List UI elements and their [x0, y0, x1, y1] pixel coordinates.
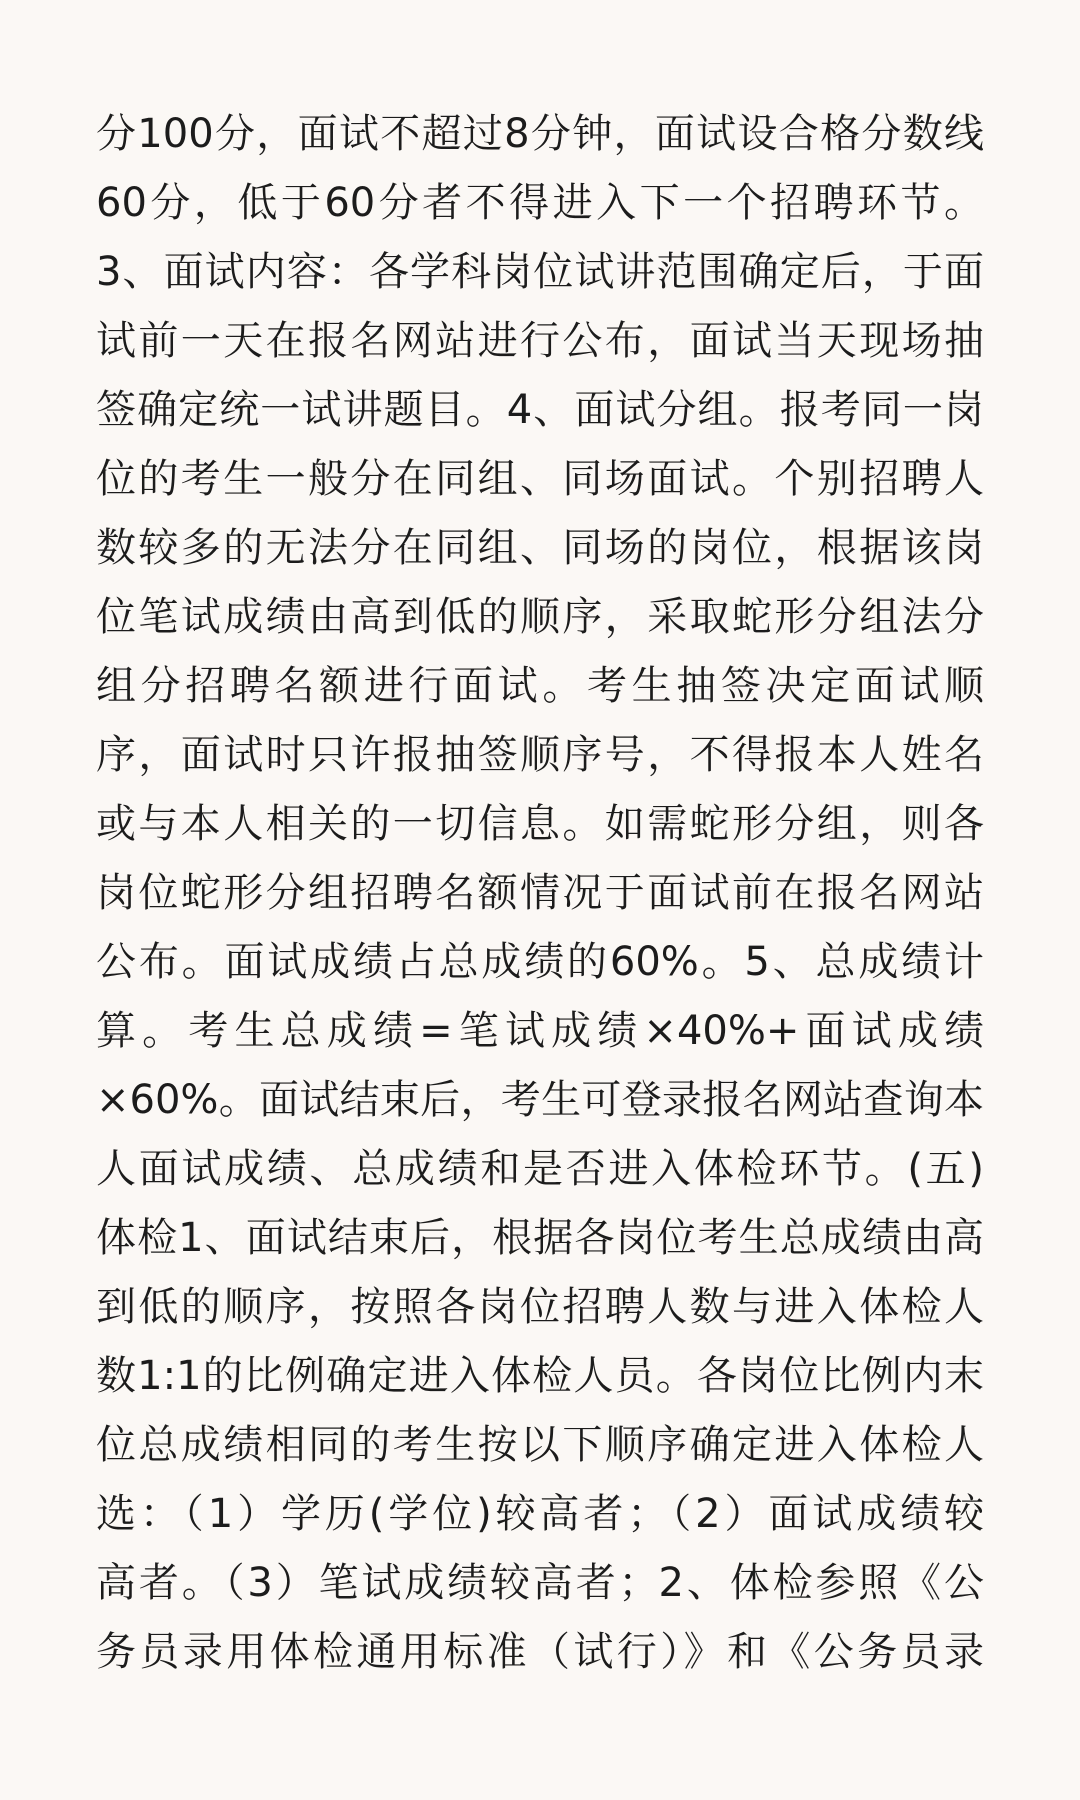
- text-line-15: ×60%。面试结束后，考生可登录报名网站查询本: [96, 1077, 984, 1123]
- text-line-10: 序，面试时只许报抽签顺序号，不得报本人姓名: [96, 732, 984, 778]
- text-line-18: 到低的顺序，按照各岗位招聘人数与进入体检人: [96, 1284, 984, 1330]
- text-line-1: 分100分，面试不超过8分钟，面试设合格分数线: [96, 111, 984, 157]
- text-line-12: 岗位蛇形分组招聘名额情况于面试前在报名网站: [96, 870, 984, 916]
- text-line-23: 务员录用体检通用标准（试行）》和《公务员录: [96, 1629, 984, 1675]
- text-line-22: 高者。（3）笔试成绩较高者；2、体检参照《公: [96, 1560, 984, 1606]
- text-line-14: 算。考生总成绩=笔试成绩×40%+面试成绩: [96, 1008, 984, 1054]
- text-line-11: 或与本人相关的一切信息。如需蛇形分组，则各: [96, 801, 984, 847]
- text-line-4: 试前一天在报名网站进行公布，面试当天现场抽: [96, 318, 984, 364]
- text-line-20: 位总成绩相同的考生按以下顺序确定进入体检人: [96, 1422, 984, 1468]
- text-line-16: 人面试成绩、总成绩和是否进入体检环节。(五): [96, 1146, 984, 1192]
- text-line-3: 3、面试内容：各学科岗位试讲范围确定后，于面: [96, 249, 984, 295]
- body-text: [96, 100, 984, 1687]
- text-line-9: 组分招聘名额进行面试。考生抽签决定面试顺: [96, 663, 984, 709]
- text-line-19: 数1:1的比例确定进入体检人员。各岗位比例内末: [96, 1353, 984, 1399]
- text-line-13: 公布。面试成绩占总成绩的60%。5、总成绩计: [96, 939, 984, 985]
- text-line-7: 数较多的无法分在同组、同场的岗位，根据该岗: [96, 525, 984, 571]
- text-line-8: 位笔试成绩由高到低的顺序，采取蛇形分组法分: [96, 594, 984, 640]
- text-line-5: 签确定统一试讲题目。4、面试分组。报考同一岗: [96, 387, 984, 433]
- text-line-2: 60分，低于60分者不得进入下一个招聘环节。: [96, 180, 984, 226]
- text-line-6: 位的考生一般分在同组、同场面试。个别招聘人: [96, 456, 984, 502]
- text-line-21: 选：（1）学历(学位)较高者；（2）面试成绩较: [96, 1491, 984, 1537]
- text-line-17: 体检1、面试结束后，根据各岗位考生总成绩由高: [96, 1215, 984, 1261]
